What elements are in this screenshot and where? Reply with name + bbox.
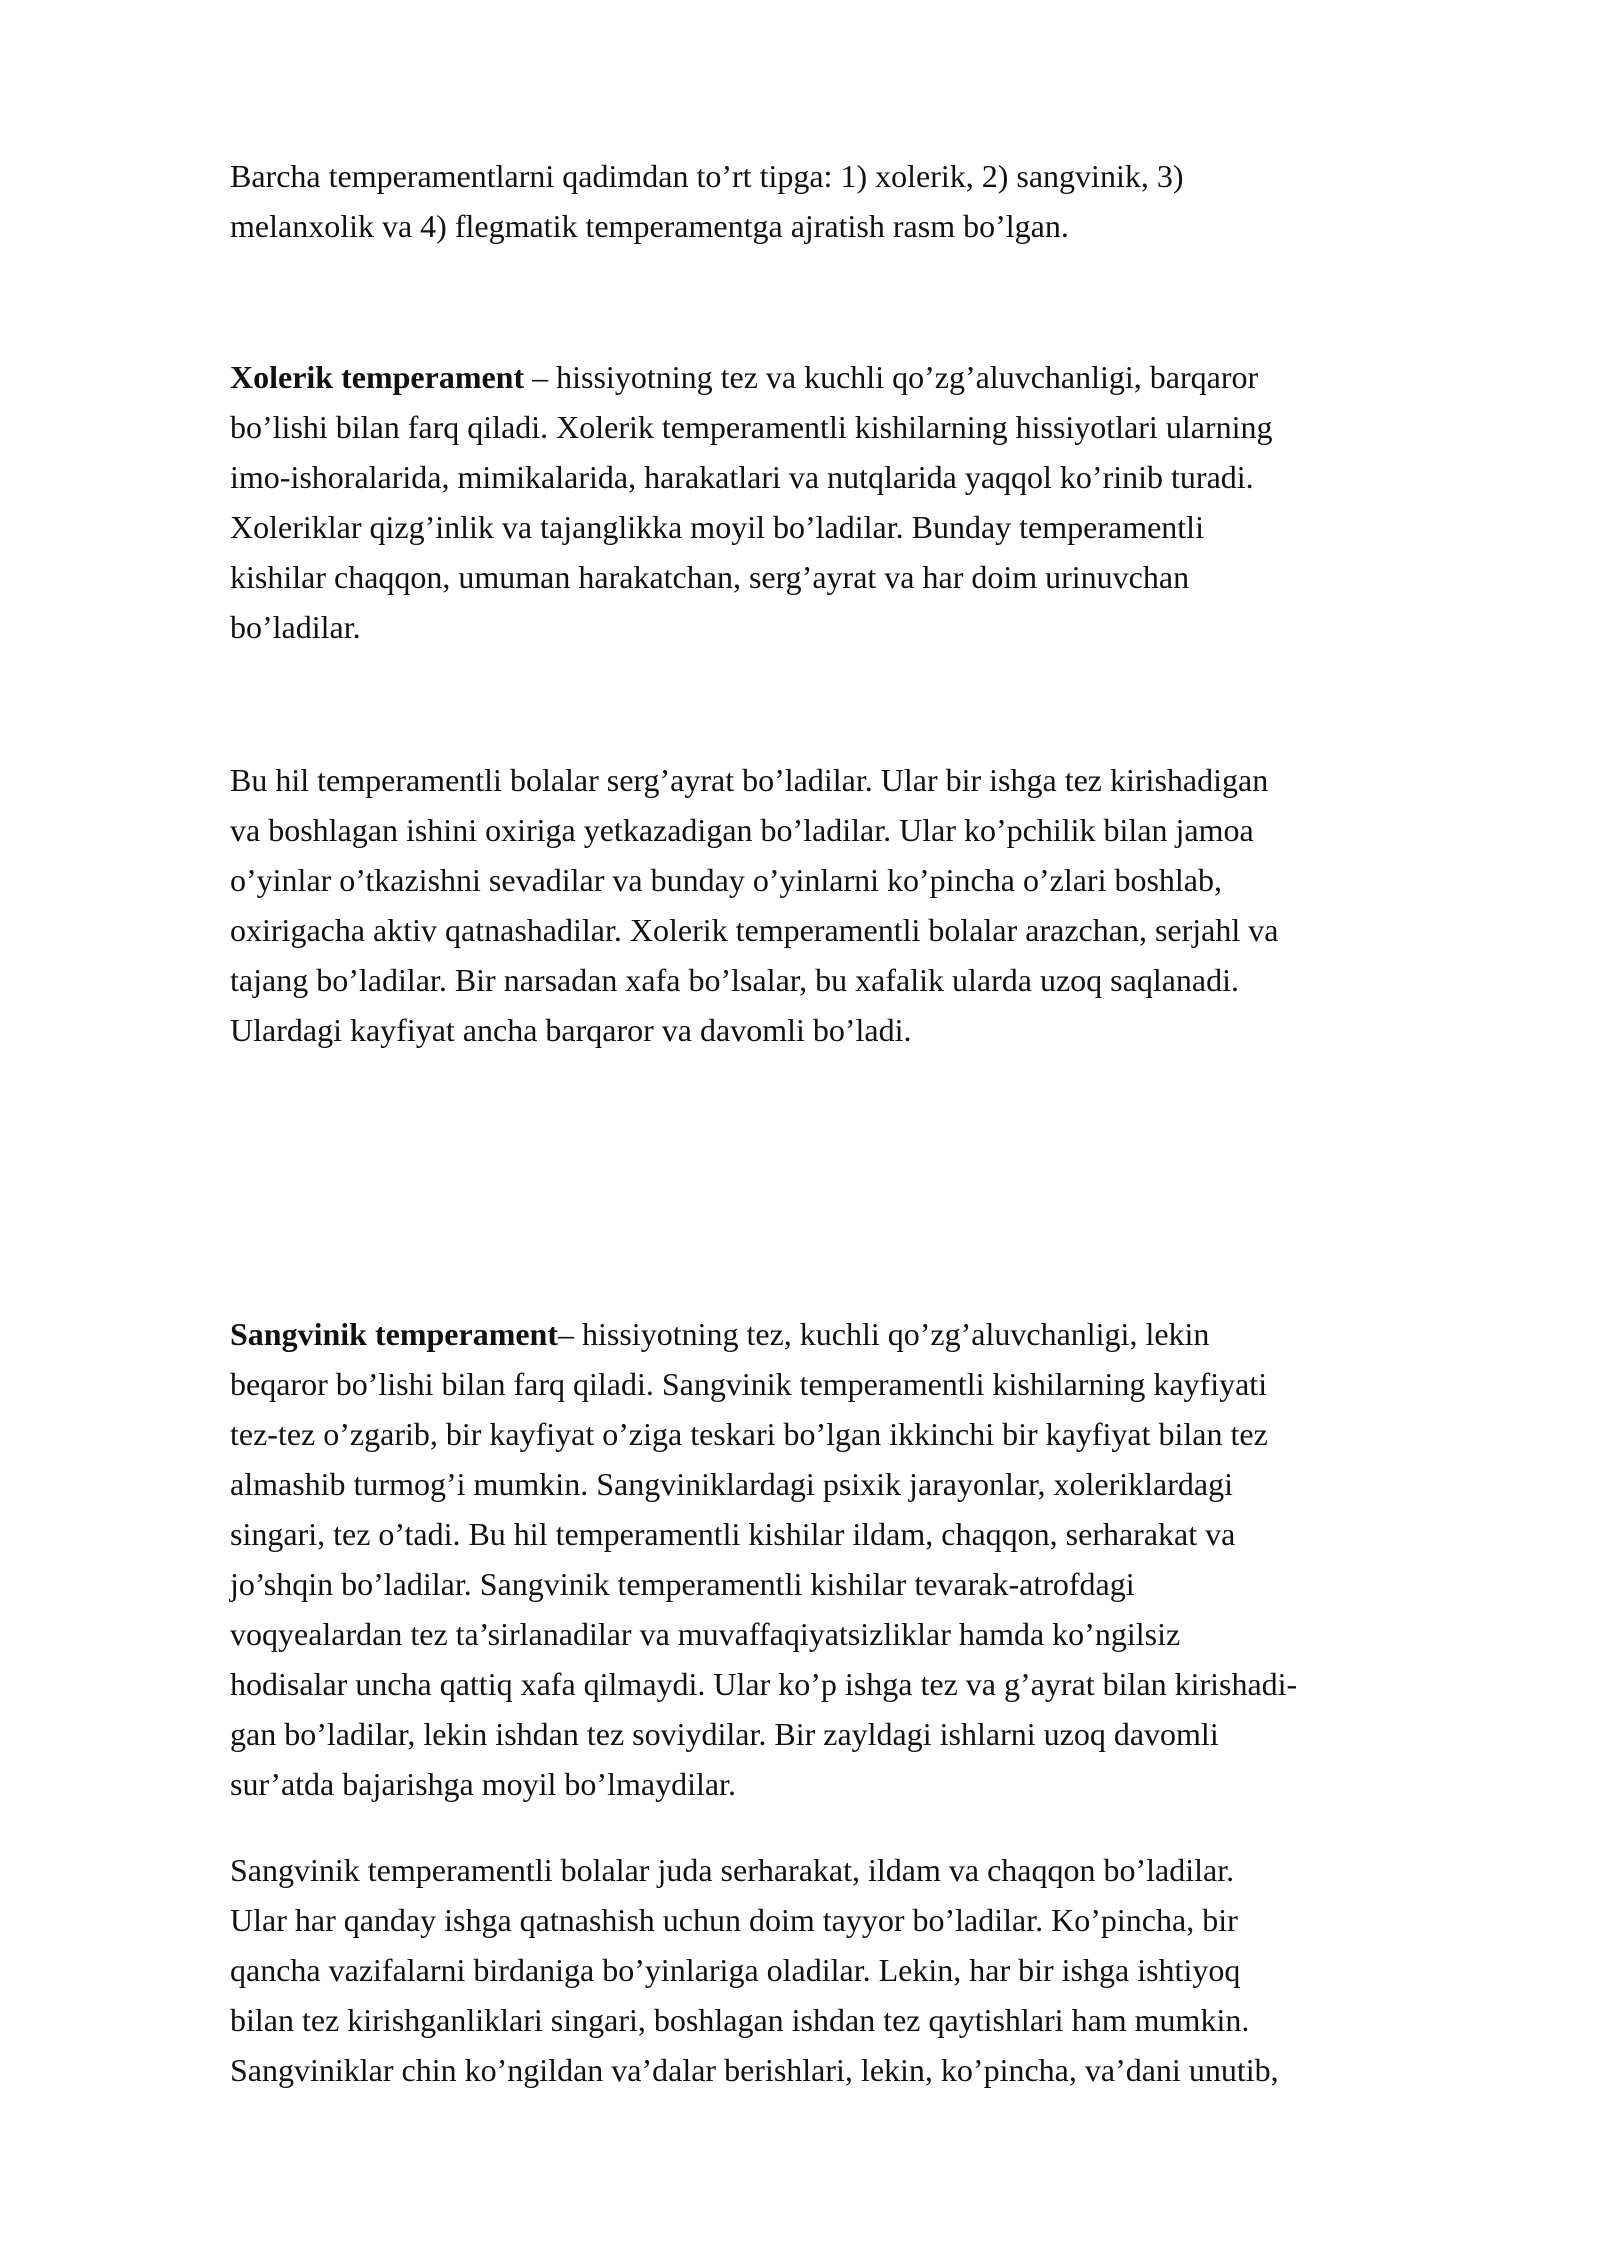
text-line: beqaror bo’lishi bilan farq qiladi. Sangvinik temperamentli kishilarning kayfiyati [230, 1366, 1268, 1402]
text-line: kishilar chaqqon, umuman harakatchan, serg’ayrat va har doim urinuvchan [230, 559, 1190, 595]
text-line: tajang bo’ladilar. Bir narsadan xafa bo’lsalar, bu xafalik ularda uzoq saqlanadi. [230, 962, 1239, 998]
term-sangvinik: Sangvinik temperament [230, 1316, 558, 1352]
text-line: gan bo’ladilar, lekin ishdan tez soviydilar. Bir zayldagi ishlarni uzoq davomli [230, 1716, 1219, 1752]
text-line: singari, tez o’tadi. Bu hil temperamentli kishilar ildam, chaqqon, serharakat va [230, 1516, 1236, 1552]
text-line: Xoleriklar qizg’inlik va tajanglikka moyil bo’ladilar. Bunday temperamentli [230, 509, 1204, 545]
text-line [230, 1309, 1510, 1359]
term-xolerik: Xolerik temperament [230, 359, 525, 395]
text-line: bilan tez kirishganliklari singari, boshlagan ishdan tez qaytishlari ham mumkin. [230, 2002, 1250, 2038]
text-line: Bu hil temperamentli bolalar serg’ayrat bo’ladilar. Ular bir ishga tez kirishadigan [230, 762, 1269, 798]
text-fragment: – hissiyotning tez, kuchli qo’zg’aluvchanligi, lekin [558, 1316, 1210, 1352]
text-line: sur’atda bajarishga moyil bo’lmaydilar. [230, 1766, 736, 1802]
text-line: Barcha temperamentlarni qadimdan to’rt tipga: 1) xolerik, 2) sangvinik, 3) [230, 158, 1184, 194]
text-fragment: – hissiyotning tez va kuchli qo’zg’aluvchanligi, barqaror [524, 359, 1259, 395]
text-line: Ular har qanday ishga qatnashish uchun doim tayyor bo’ladilar. Ko’pincha, bir [230, 1902, 1238, 1938]
text-line: bo’ladilar. [230, 609, 361, 645]
text-line: Sangviniklar chin ko’ngildan va’dalar berishlari, lekin, ko’pincha, va’dani unutib, [230, 2052, 1279, 2088]
text-line: va boshlagan ishini oxiriga yetkazadigan bo’ladilar. Ular ko’pchilik bilan jamoa [230, 812, 1254, 848]
text-line: o’yinlar o’tkazishni sevadilar va bunday o’yinlarni ko’pincha o’zlari boshlab, [230, 862, 1222, 898]
text-line: Sangvinik temperamentli bolalar juda serharakat, ildam va chaqqon bo’ladilar. [230, 1852, 1235, 1888]
paragraph-xolerik-children [230, 755, 1510, 1055]
text-line: melanxolik va 4) flegmatik temperamentga ajratish rasm bo’lgan. [230, 208, 1069, 244]
paragraph-xolerik [230, 352, 1510, 652]
paragraph-sangvinik [230, 1309, 1510, 1809]
text-line [230, 352, 1510, 402]
text-line: imo-ishoralarida, mimikalarida, harakatlari va nutqlarida yaqqol ko’rinib turadi. [230, 459, 1254, 495]
text-line: bo’lishi bilan farq qiladi. Xolerik temperamentli kishilarning hissiyotlari ularning [230, 409, 1273, 445]
text-line: Ulardagi kayfiyat ancha barqaror va davomli bo’ladi. [230, 1012, 912, 1048]
text-line: tez-tez o’zgarib, bir kayfiyat o’ziga teskari bo’lgan ikkinchi bir kayfiyat bilan tez [230, 1416, 1268, 1452]
text-line: voqyealardan tez ta’sirlanadilar va muvaffaqiyatsizliklar hamda ko’ngilsiz [230, 1616, 1181, 1652]
text-line: jo’shqin bo’ladilar. Sangvinik temperamentli kishilar tevarak-atrofdagi [230, 1566, 1135, 1602]
text-line: hodisalar uncha qattiq xafa qilmaydi. Ular ko’p ishga tez va g’ayrat bilan kirishadi- [230, 1666, 1298, 1702]
paragraph-intro [230, 151, 1510, 251]
text-line: almashib turmog’i mumkin. Sangviniklardagi psixik jarayonlar, xoleriklardagi [230, 1466, 1233, 1502]
text-line: qancha vazifalarni birdaniga bo’yinlariga oladilar. Lekin, har bir ishga ishtiyoq [230, 1952, 1241, 1988]
text-line: oxirigacha aktiv qatnashadilar. Xolerik temperamentli bolalar arazchan, serjahl va [230, 912, 1279, 948]
paragraph-sangvinik-children [230, 1845, 1510, 2095]
